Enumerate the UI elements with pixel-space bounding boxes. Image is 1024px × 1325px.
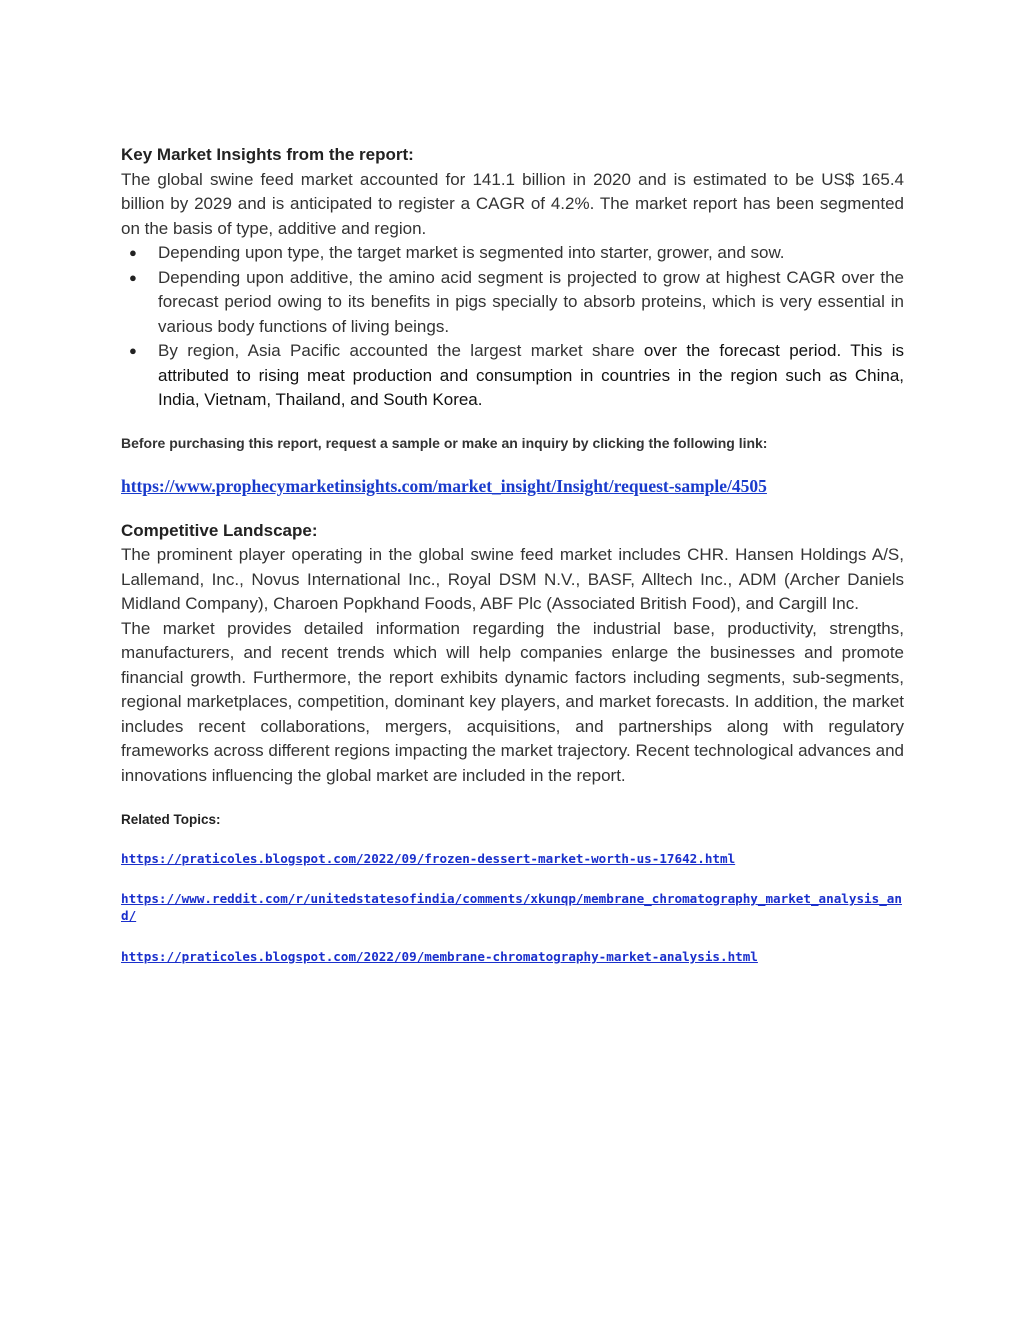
list-item	[121, 266, 904, 340]
related-topics-heading: Related Topics:	[121, 812, 221, 827]
related-link-reddit-membrane[interactable]: https://www.reddit.com/r/unitedstatesofindia/comments/xkunqp/membrane_chromatography_market_analysis_and/	[121, 891, 902, 923]
request-sample-link[interactable]: https://www.prophecymarketinsights.com/market_insight/Insight/request-sample/4505	[121, 475, 767, 496]
key-insights-intro: The global swine feed market accounted for 141.1 billion in 2020 and is estimated to be US$ 165.4 billion by 2029 and is anticipated to register a CAGR of 4.2%. The market report has been segmented on the basis of type, additive and region.	[121, 169, 904, 238]
competitive-landscape-section	[121, 519, 904, 789]
document-page	[121, 143, 904, 965]
bullet-icon: ●	[129, 269, 137, 285]
bullet-text: Depending upon additive, the amino acid segment is projected to grow at highest CAGR over the forecast period owing to its benefits in pigs specially to absorb proteins, which is very essential in various body functions of living beings.	[158, 267, 904, 336]
market-details-paragraph: The market provides detailed information regarding the industrial base, productivity, strengths, manufacturers, and recent trends which will help companies enlarge the businesses and promote financial growth. Furthermore, the report exhibits dynamic factors including segments, sub-segments, regional marketplaces, competition, dominant key players, and market forecasts. In addition, the market includes recent collaborations, mergers, acquisitions, and partnerships along with regulatory frameworks across different regions impacting the market trajectory. Recent technological advances and innovations influencing the global market are included in the report.	[121, 618, 904, 785]
insights-bullet-list	[121, 241, 904, 413]
list-item	[121, 241, 904, 266]
related-link-membrane-analysis[interactable]: https://praticoles.blogspot.com/2022/09/membrane-chromatography-market-analysis.html	[121, 949, 758, 964]
competitive-players-paragraph: The prominent player operating in the global swine feed market includes CHR. Hansen Holdings A/S, Lallemand, Inc., Novus International Inc., Royal DSM N.V., BASF, Alltech Inc., ADM (Archer Daniels Midland Company), Charoen Popkhand Foods, ABF Plc (Associated British Food), and Cargill Inc.	[121, 545, 904, 613]
related-link-frozen-dessert[interactable]: https://praticoles.blogspot.com/2022/09/frozen-dessert-market-worth-us-17642.html	[121, 851, 736, 866]
bullet-text-continued: over the forecast period. This is attributed to rising meat production and consumption in countries in the region such as China, India, Vietnam, Thailand, and South Korea.	[158, 341, 904, 409]
competitive-landscape-heading: Competitive Landscape:	[121, 520, 318, 540]
list-item	[121, 339, 904, 413]
bullet-text: Depending upon type, the target market is segmented into starter, grower, and sow.	[158, 243, 785, 262]
bullet-text: By region, Asia Pacific accounted the largest market share	[158, 341, 644, 360]
bullet-icon: ●	[129, 343, 137, 358]
bullet-icon: ●	[129, 245, 137, 260]
sample-request-prompt: Before purchasing this report, request a sample or make an inquiry by clicking the following link:	[121, 434, 768, 451]
key-insights-heading: Key Market Insights from the report:	[121, 145, 414, 164]
